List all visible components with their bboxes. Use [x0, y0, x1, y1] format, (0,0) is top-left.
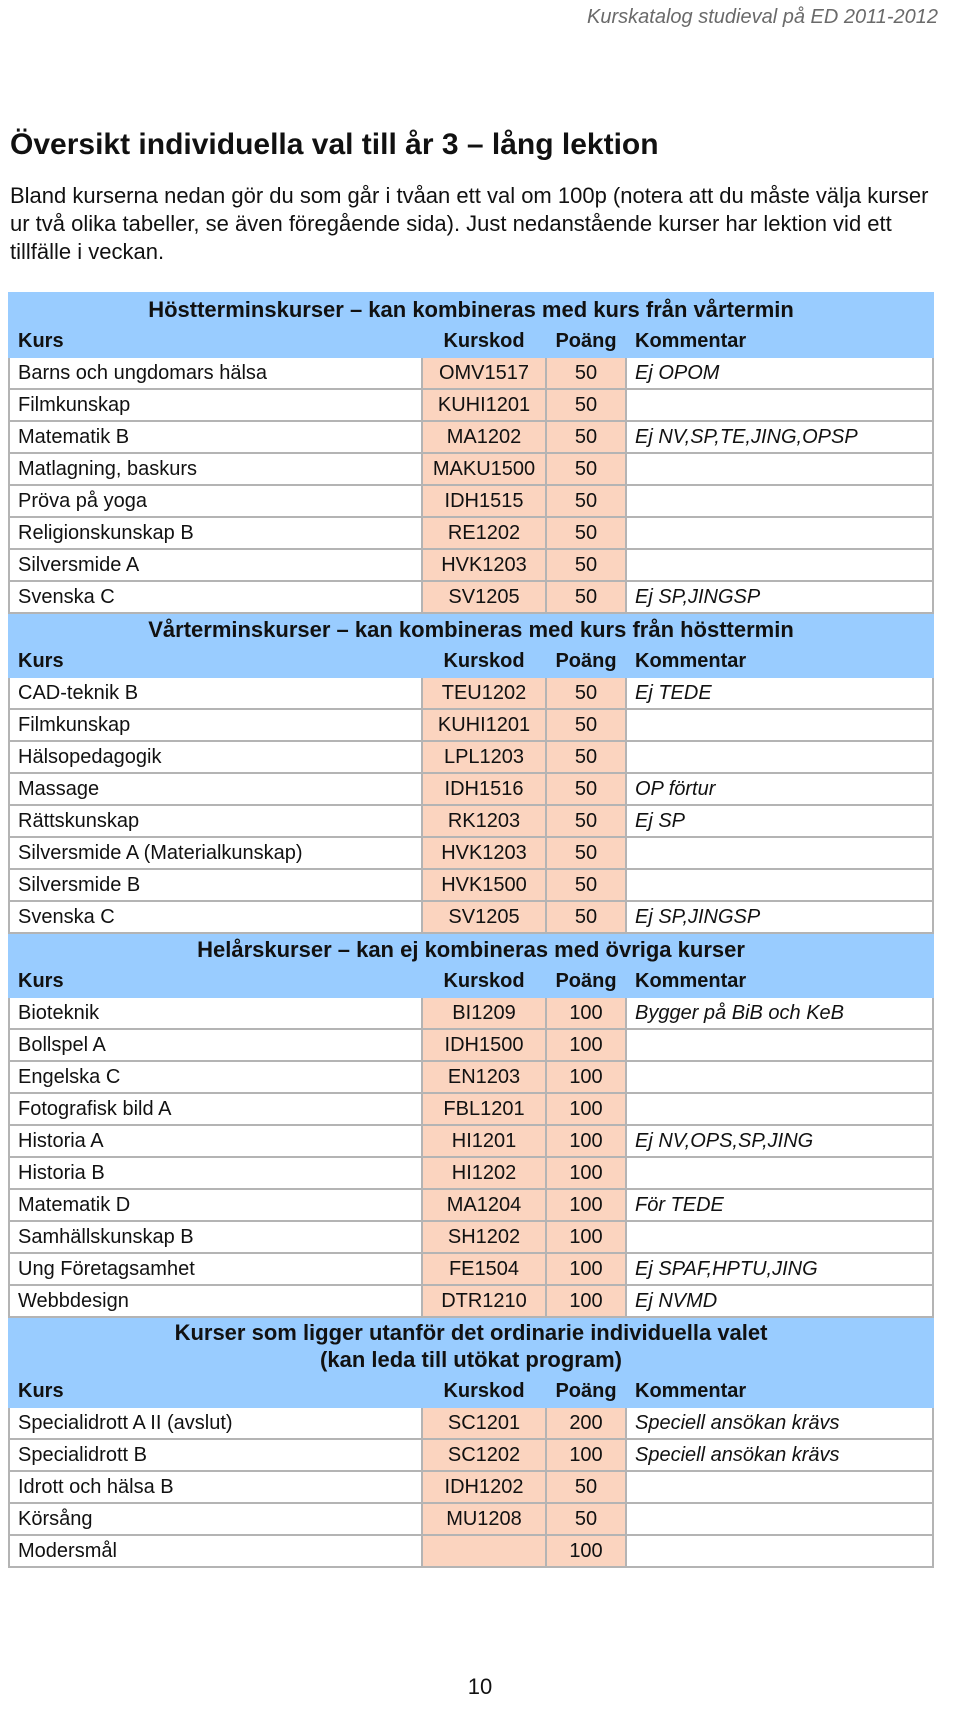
course-code-cell: RK1203 [422, 805, 546, 837]
table-row [9, 709, 933, 741]
course-name-cell: Idrott och hälsa B [9, 1471, 422, 1503]
course-comment-cell: Ej SP,JINGSP [626, 901, 933, 933]
course-comment-cell [626, 1157, 933, 1189]
course-name-cell: Specialidrott B [9, 1439, 422, 1471]
table-row [9, 1221, 933, 1253]
course-points-cell: 100 [546, 1439, 626, 1471]
course-name-cell: Körsång [9, 1503, 422, 1535]
course-points-cell: 50 [546, 741, 626, 773]
course-code-cell: IDH1202 [422, 1471, 546, 1503]
intro-paragraph: Bland kurserna nedan gör du som går i tvåan ett val om 100p (notera att du måste välja kurser ur två olika tabeller, se även föregående sida). Just nedanstående kurser har lektion vid ett tillfälle i veckan. [10, 183, 929, 264]
section-title [9, 1317, 933, 1375]
course-comment-cell [626, 1029, 933, 1061]
course-comment-cell: Ej NVMD [626, 1285, 933, 1317]
course-comment-cell [626, 485, 933, 517]
course-points-cell: 50 [546, 389, 626, 421]
course-code-cell: HI1202 [422, 1157, 546, 1189]
table-row [9, 1253, 933, 1285]
course-points-cell: 100 [546, 1253, 626, 1285]
section-title-text: Kurser som ligger utanför det ordinarie individuella valet [174, 1320, 768, 1345]
course-name-cell: Engelska C [9, 1061, 422, 1093]
table-row [9, 837, 933, 869]
course-points-cell: 100 [546, 1221, 626, 1253]
section-title-text: Vårterminskurser – kan kombineras med kurs från hösttermin [148, 616, 794, 642]
course-points-cell: 50 [546, 581, 626, 613]
course-points-cell: 100 [546, 1125, 626, 1157]
course-points-cell: 50 [546, 421, 626, 453]
course-code-cell: HVK1203 [422, 549, 546, 581]
column-header-row [9, 1375, 933, 1407]
course-name-cell: Samhällskunskap B [9, 1221, 422, 1253]
course-code-cell [422, 1535, 546, 1567]
course-points-cell: 100 [546, 1285, 626, 1317]
course-name-cell: Silversmide A [9, 549, 422, 581]
course-name-cell: Svenska C [9, 901, 422, 933]
course-code-cell: SH1202 [422, 1221, 546, 1253]
course-code-cell: SV1205 [422, 901, 546, 933]
course-comment-cell [626, 1503, 933, 1535]
course-code-cell: KUHI1201 [422, 709, 546, 741]
course-comment-cell: Ej SPAF,HPTU,JING [626, 1253, 933, 1285]
course-code-cell: IDH1500 [422, 1029, 546, 1061]
course-comment-cell [626, 549, 933, 581]
table-row [9, 1285, 933, 1317]
course-comment-cell [626, 1471, 933, 1503]
course-name-cell: Ung Företagsamhet [9, 1253, 422, 1285]
running-header: Kurskatalog studieval på ED 2011-2012 [587, 6, 938, 28]
course-name-cell: Bollspel A [9, 1029, 422, 1061]
column-header-row [9, 325, 933, 357]
course-code-cell: SC1202 [422, 1439, 546, 1471]
table-row [9, 581, 933, 613]
table-row [9, 1407, 933, 1439]
table-row [9, 1471, 933, 1503]
course-points-cell: 50 [546, 453, 626, 485]
course-comment-cell [626, 1221, 933, 1253]
col-header-code: Kurskod [422, 965, 546, 997]
course-code-cell: MU1208 [422, 1503, 546, 1535]
table-row [9, 869, 933, 901]
table-row [9, 453, 933, 485]
table-row [9, 1029, 933, 1061]
col-header-course: Kurs [9, 325, 422, 357]
course-name-cell: Historia A [9, 1125, 422, 1157]
page-title: Översikt individuella val till år 3 – lång lektion [10, 128, 659, 161]
course-code-cell: HVK1500 [422, 869, 546, 901]
course-name-cell: Matematik D [9, 1189, 422, 1221]
course-code-cell: RE1202 [422, 517, 546, 549]
course-name-cell: Matematik B [9, 421, 422, 453]
course-name-cell: Svenska C [9, 581, 422, 613]
table-row [9, 741, 933, 773]
table-row [9, 517, 933, 549]
table-row [9, 1157, 933, 1189]
table-row [9, 901, 933, 933]
course-name-cell: Fotografisk bild A [9, 1093, 422, 1125]
course-comment-cell [626, 837, 933, 869]
col-header-points: Poäng [546, 325, 626, 357]
section-title [9, 933, 933, 965]
course-code-cell: SC1201 [422, 1407, 546, 1439]
course-comment-cell: Ej SP [626, 805, 933, 837]
table-row [9, 1503, 933, 1535]
course-points-cell: 50 [546, 837, 626, 869]
course-comment-cell [626, 517, 933, 549]
course-points-cell: 100 [546, 1189, 626, 1221]
course-code-cell: LPL1203 [422, 741, 546, 773]
course-comment-cell [626, 1061, 933, 1093]
course-overview-table [8, 292, 934, 1568]
table-row [9, 1093, 933, 1125]
course-comment-cell [626, 869, 933, 901]
course-points-cell: 50 [546, 709, 626, 741]
course-name-cell: Filmkunskap [9, 389, 422, 421]
course-points-cell: 50 [546, 1503, 626, 1535]
course-points-cell: 50 [546, 517, 626, 549]
table-row [9, 1439, 933, 1471]
column-header-row [9, 965, 933, 997]
table-row [9, 997, 933, 1029]
course-points-cell: 100 [546, 1093, 626, 1125]
col-header-comment: Kommentar [626, 1375, 933, 1407]
course-points-cell: 50 [546, 357, 626, 389]
course-code-cell: MA1204 [422, 1189, 546, 1221]
course-code-cell: OMV1517 [422, 357, 546, 389]
section-title [9, 613, 933, 645]
course-name-cell: Rättskunskap [9, 805, 422, 837]
col-header-code: Kurskod [422, 645, 546, 677]
course-points-cell: 50 [546, 549, 626, 581]
course-comment-cell [626, 389, 933, 421]
section-title-row [9, 613, 933, 645]
course-comment-cell: Bygger på BiB och KeB [626, 997, 933, 1029]
course-name-cell: Silversmide B [9, 869, 422, 901]
section-title-text: Helårskurser – kan ej kombineras med övriga kurser [197, 936, 745, 962]
course-points-cell: 50 [546, 773, 626, 805]
course-code-cell: MAKU1500 [422, 453, 546, 485]
course-code-cell: MA1202 [422, 421, 546, 453]
section-title-row [9, 293, 933, 325]
course-comment-cell: Ej NV,OPS,SP,JING [626, 1125, 933, 1157]
section-title [9, 293, 933, 325]
table-row [9, 421, 933, 453]
col-header-course: Kurs [9, 1375, 422, 1407]
course-code-cell: FE1504 [422, 1253, 546, 1285]
course-points-cell: 100 [546, 1535, 626, 1567]
course-points-cell: 50 [546, 1471, 626, 1503]
course-code-cell: HI1201 [422, 1125, 546, 1157]
section-title-row [9, 933, 933, 965]
course-comment-cell [626, 1535, 933, 1567]
course-name-cell: Matlagning, baskurs [9, 453, 422, 485]
course-code-cell: DTR1210 [422, 1285, 546, 1317]
col-header-comment: Kommentar [626, 645, 933, 677]
course-name-cell: Silversmide A (Materialkunskap) [9, 837, 422, 869]
col-header-course: Kurs [9, 965, 422, 997]
course-points-cell: 50 [546, 901, 626, 933]
course-points-cell: 50 [546, 485, 626, 517]
course-name-cell: Pröva på yoga [9, 485, 422, 517]
section-title-text: Höstterminskurser – kan kombineras med kurs från vårtermin [148, 296, 794, 322]
course-name-cell: Religionskunskap B [9, 517, 422, 549]
col-header-comment: Kommentar [626, 965, 933, 997]
section-title-row [9, 1317, 933, 1375]
course-name-cell: Massage [9, 773, 422, 805]
section-subtitle-text: (kan leda till utökat program) [320, 1347, 622, 1372]
column-header-row [9, 645, 933, 677]
col-header-code: Kurskod [422, 1375, 546, 1407]
course-points-cell: 50 [546, 869, 626, 901]
table-row [9, 1189, 933, 1221]
course-comment-cell: OP förtur [626, 773, 933, 805]
course-code-cell: BI1209 [422, 997, 546, 1029]
course-comment-cell [626, 1093, 933, 1125]
course-name-cell: Barns och ungdomars hälsa [9, 357, 422, 389]
course-code-cell: EN1203 [422, 1061, 546, 1093]
col-header-comment: Kommentar [626, 325, 933, 357]
table-row [9, 1125, 933, 1157]
course-name-cell: Filmkunskap [9, 709, 422, 741]
col-header-points: Poäng [546, 645, 626, 677]
table-row [9, 1535, 933, 1567]
table-row [9, 485, 933, 517]
course-code-cell: SV1205 [422, 581, 546, 613]
course-code-cell: IDH1515 [422, 485, 546, 517]
course-name-cell: Historia B [9, 1157, 422, 1189]
course-name-cell: Modersmål [9, 1535, 422, 1567]
course-code-cell: TEU1202 [422, 677, 546, 709]
table-row [9, 389, 933, 421]
course-points-cell: 100 [546, 1157, 626, 1189]
course-comment-cell: Speciell ansökan krävs [626, 1407, 933, 1439]
course-points-cell: 100 [546, 1061, 626, 1093]
course-code-cell: HVK1203 [422, 837, 546, 869]
course-name-cell: Specialidrott A II (avslut) [9, 1407, 422, 1439]
col-header-points: Poäng [546, 965, 626, 997]
course-name-cell: Bioteknik [9, 997, 422, 1029]
course-comment-cell: Speciell ansökan krävs [626, 1439, 933, 1471]
table-row [9, 357, 933, 389]
course-points-cell: 50 [546, 677, 626, 709]
course-comment-cell: Ej OPOM [626, 357, 933, 389]
course-name-cell: Webbdesign [9, 1285, 422, 1317]
course-comment-cell: Ej TEDE [626, 677, 933, 709]
col-header-course: Kurs [9, 645, 422, 677]
table-row [9, 1061, 933, 1093]
course-comment-cell: Ej NV,SP,TE,JING,OPSP [626, 421, 933, 453]
course-comment-cell [626, 709, 933, 741]
course-code-cell: KUHI1201 [422, 389, 546, 421]
course-comment-cell [626, 453, 933, 485]
table-row [9, 773, 933, 805]
course-code-cell: IDH1516 [422, 773, 546, 805]
col-header-code: Kurskod [422, 325, 546, 357]
course-points-cell: 100 [546, 997, 626, 1029]
course-code-cell: FBL1201 [422, 1093, 546, 1125]
course-points-cell: 100 [546, 1029, 626, 1061]
table-row [9, 549, 933, 581]
page-number: 10 [467, 1674, 493, 1699]
course-name-cell: Hälsopedagogik [9, 741, 422, 773]
course-name-cell: CAD-teknik B [9, 677, 422, 709]
course-points-cell: 50 [546, 805, 626, 837]
table-row [9, 677, 933, 709]
course-comment-cell: Ej SP,JINGSP [626, 581, 933, 613]
col-header-points: Poäng [546, 1375, 626, 1407]
course-comment-cell: För TEDE [626, 1189, 933, 1221]
table-row [9, 805, 933, 837]
course-points-cell: 200 [546, 1407, 626, 1439]
course-comment-cell [626, 741, 933, 773]
